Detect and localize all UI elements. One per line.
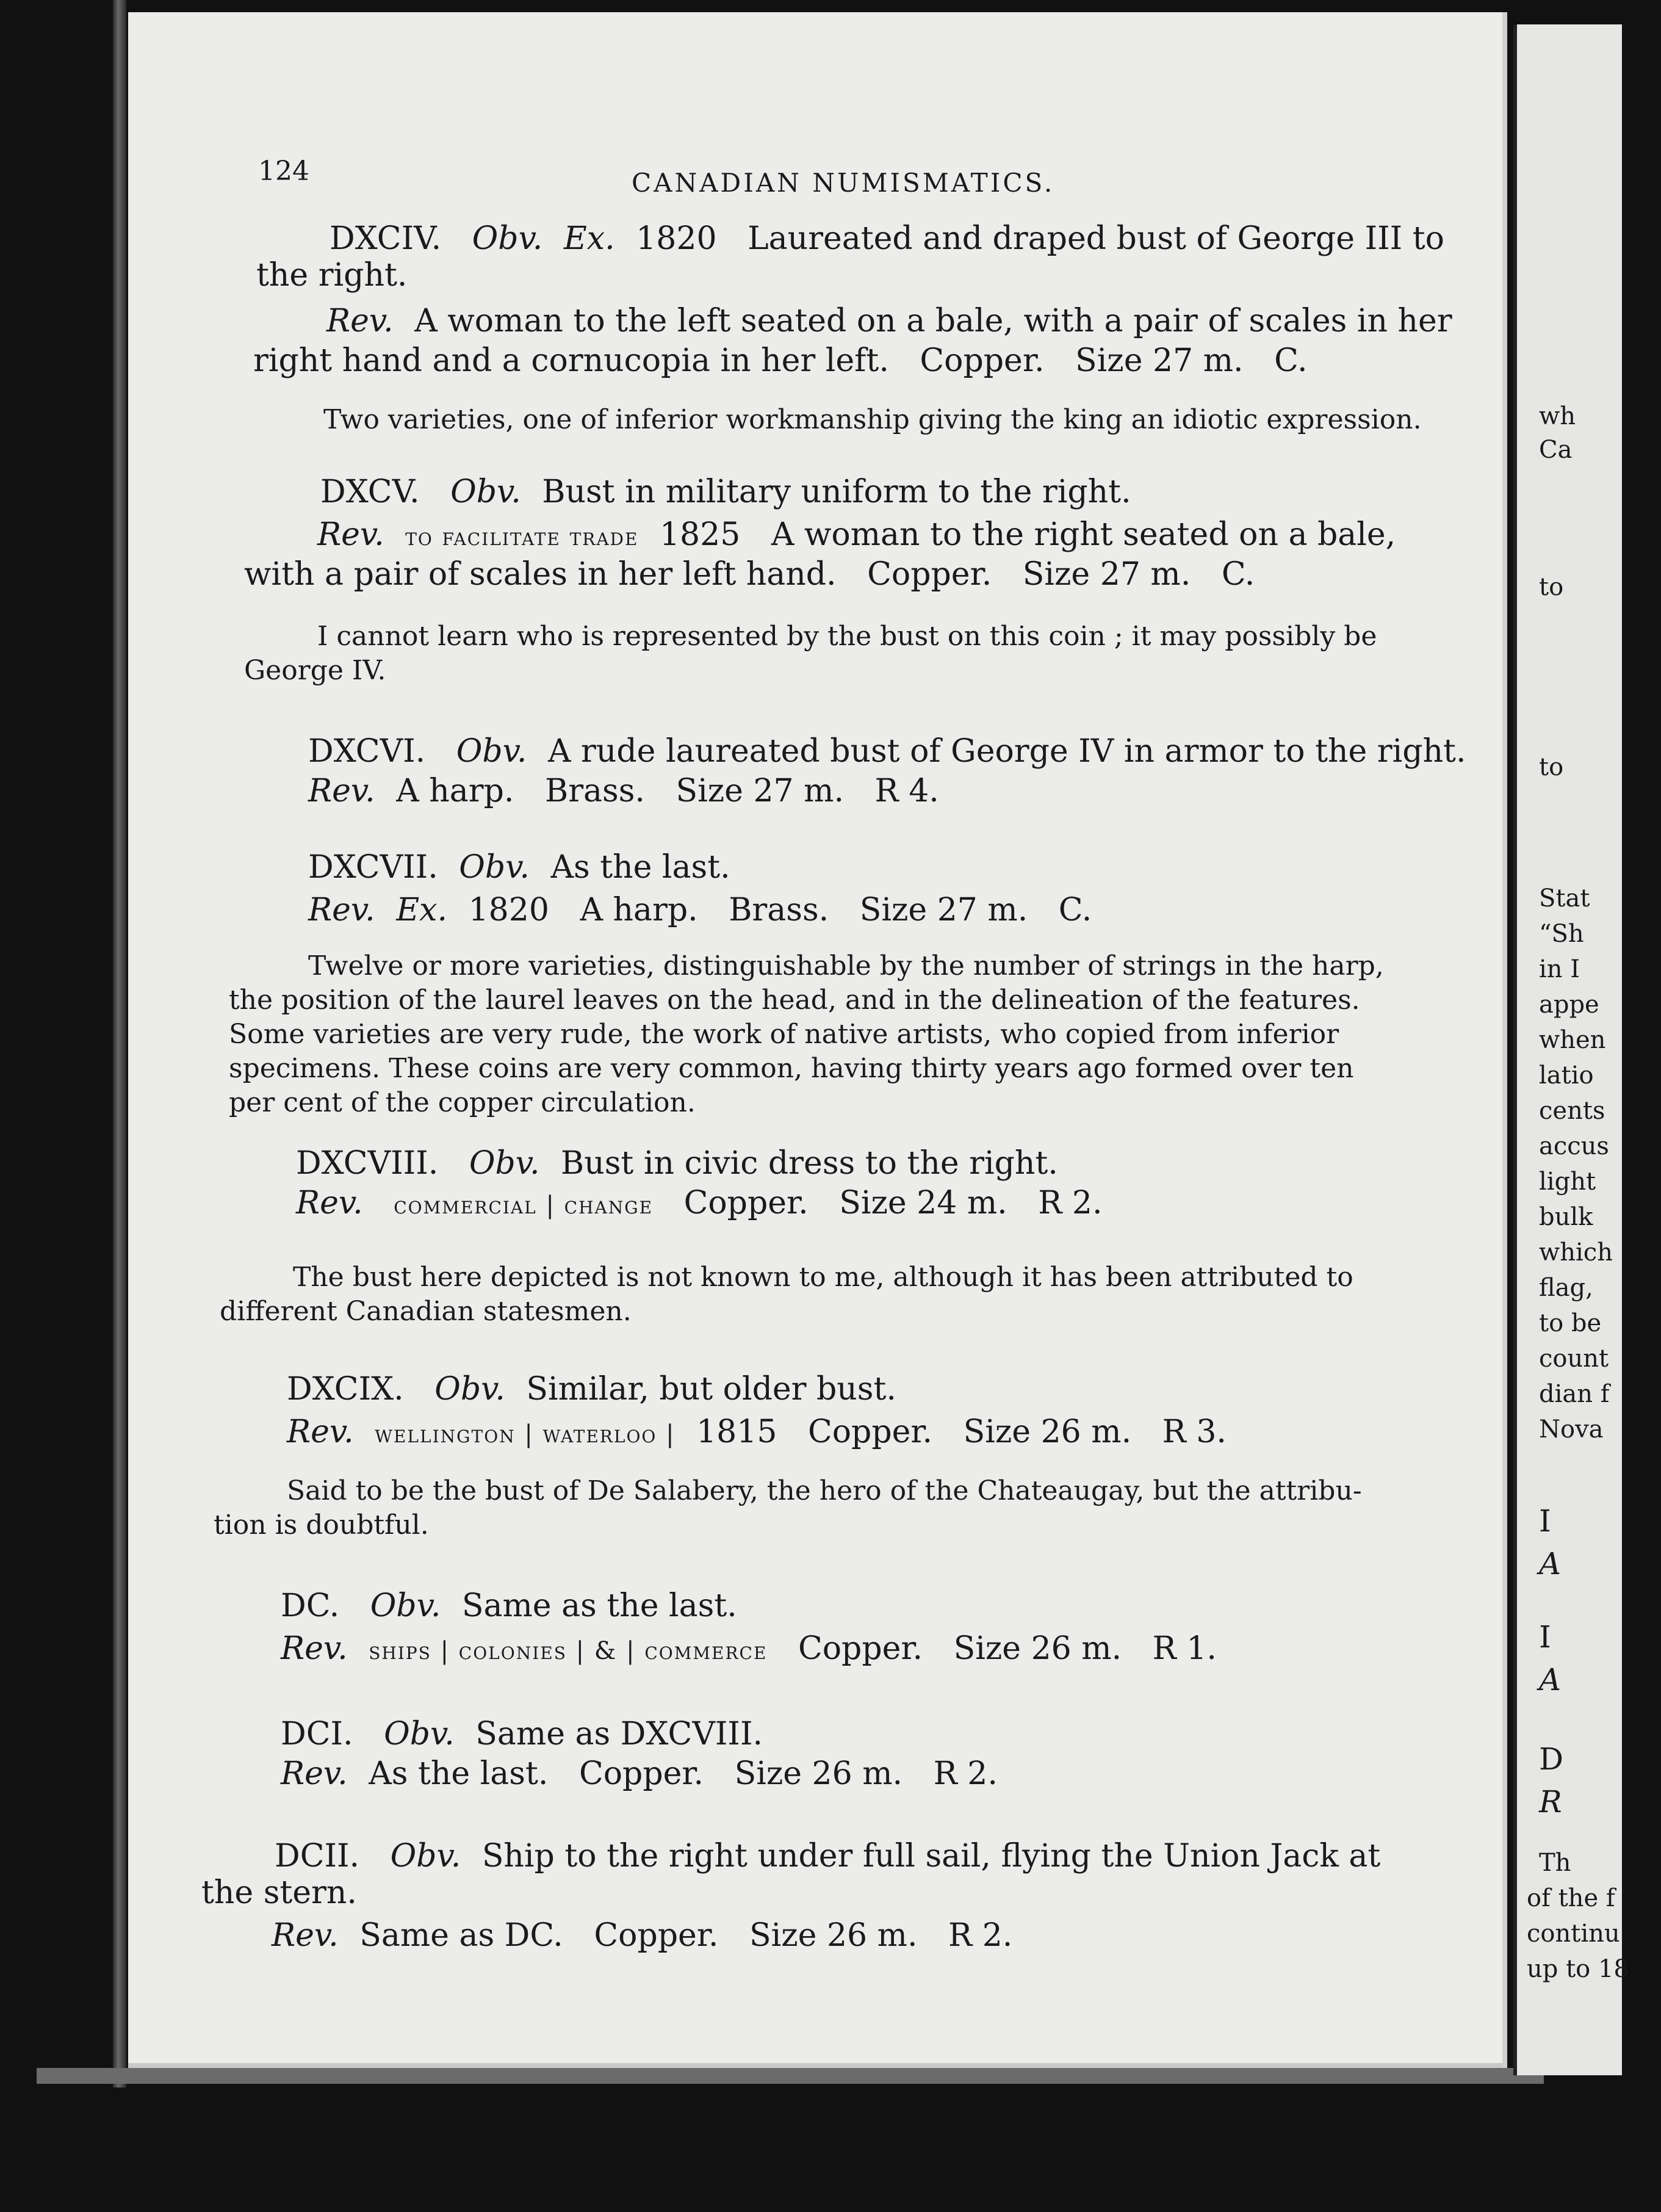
fragment-text: R [1539, 1784, 1562, 1820]
rarity: R 3. [1162, 1414, 1227, 1450]
page-bottom-edge [37, 2068, 1544, 2084]
rarity: C. [1221, 556, 1255, 593]
metal: Copper. [920, 342, 1045, 379]
entry-number: DXCVIII. [296, 1145, 439, 1182]
note-line: Two varieties, one of inferior workmanship giving the king an idiotic expression. [323, 404, 1422, 435]
obverse-continuation: the stern. [201, 1874, 357, 1911]
fragment-text: count [1539, 1345, 1609, 1373]
entry-dcii-reverse [272, 1917, 1012, 1954]
entry-dxcv-reverse-cont [244, 555, 1255, 593]
obverse-label: Obv. [456, 733, 527, 770]
entry-dci-reverse [281, 1755, 998, 1793]
exergue-label: Ex. [563, 220, 615, 257]
note-line: I cannot learn who is represented by the bust on this coin ; it may possibly be [317, 621, 1377, 652]
reverse-text: A woman to the right seated on a bale, [771, 516, 1396, 553]
note-dxciv [323, 403, 1422, 437]
note-line: tion is doubtful. [214, 1509, 429, 1541]
fragment-text: D [1539, 1741, 1564, 1777]
reverse-label: Rev. [317, 516, 384, 553]
size: Size 26 m. [953, 1630, 1122, 1667]
reverse-legend: ships | colonies | & | commerce [369, 1637, 768, 1665]
entry-dxcviii-reverse [296, 1184, 1103, 1224]
exergue-label: Ex. [396, 892, 448, 928]
obverse-text: Bust in military uniform to the right. [542, 474, 1131, 510]
reverse-label: Rev. [272, 1917, 339, 1954]
fragment-text: continu [1527, 1920, 1620, 1948]
reverse-continuation: right hand and a cornucopia in her left. [253, 342, 889, 379]
entry-dxcvi-reverse [308, 772, 939, 810]
metal: Copper. [798, 1630, 923, 1667]
fragment-text: dian f [1539, 1380, 1610, 1408]
note-line: Said to be the bust of De Salabery, the hero of the Chateaugay, but the attribu- [287, 1475, 1362, 1506]
reverse-label: Rev. [326, 303, 394, 339]
fragment-text: light [1539, 1168, 1596, 1196]
obverse-label: Obv. [450, 474, 521, 510]
obverse-label: Obv. [384, 1716, 455, 1752]
entry-dxcviii-obverse [296, 1144, 1058, 1182]
obverse-text: Bust in civic dress to the right. [561, 1145, 1058, 1182]
note-line: Twelve or more varieties, distinguishable by the number of strings in the harp, [308, 950, 1384, 981]
metal: Brass. [729, 892, 829, 928]
page-number: 124 [258, 156, 309, 187]
entry-dc-obverse [281, 1587, 737, 1625]
metal: Copper. [867, 556, 992, 593]
rarity: R 2. [933, 1755, 998, 1792]
obverse-label: Obv. [469, 1145, 540, 1182]
obverse-text: Same as DXCVIII. [475, 1716, 763, 1752]
entry-dcii-obverse [275, 1837, 1380, 1875]
size: Size 27 m. [1022, 556, 1191, 593]
entry-dxcvii-reverse [308, 891, 1092, 929]
entry-dxcv-reverse [317, 516, 1396, 556]
entry-dxciv-reverse-cont [253, 342, 1308, 380]
reverse-legend: wellington | waterloo | [375, 1420, 676, 1448]
exergue-date: 1820 [636, 220, 717, 257]
note-dxcv [244, 620, 1403, 688]
entry-dci-obverse [281, 1715, 763, 1753]
reverse-date: 1825 [659, 516, 741, 553]
rarity: R 2. [1038, 1185, 1103, 1221]
reverse-continuation: with a pair of scales in her left hand. [244, 556, 837, 593]
fragment-text: flag, [1539, 1274, 1593, 1302]
entry-number: DCII. [275, 1838, 360, 1874]
reverse-label: Rev. [287, 1414, 354, 1450]
reverse-label: Rev. [296, 1185, 363, 1221]
note-line: George IV. [244, 655, 386, 686]
fragment-text: Stat [1539, 884, 1590, 913]
reverse-text: As the last. [369, 1755, 549, 1792]
entry-number: DXCVII. [308, 849, 438, 886]
obverse-text: Ship to the right under full sail, flying the Union Jack at [481, 1838, 1381, 1874]
entry-dxciv-obverse [330, 220, 1444, 258]
metal: Copper. [578, 1755, 704, 1792]
size: Size 26 m. [734, 1755, 903, 1792]
entry-dxcvi-obverse [308, 732, 1466, 770]
reverse-text: A harp. [580, 892, 698, 928]
size: Size 27 m. [676, 773, 844, 809]
fragment-text: Nova [1539, 1415, 1604, 1444]
entry-number: DXCVI. [308, 733, 426, 770]
note-line: different Canadian statesmen. [220, 1296, 632, 1327]
fragment-text: Th [1539, 1849, 1571, 1877]
fragment-text: appe [1539, 991, 1599, 1019]
metal: Copper. [594, 1917, 719, 1954]
obverse-label: Obv. [390, 1838, 461, 1874]
reverse-label: Rev. [281, 1630, 348, 1667]
fragment-text: cents [1539, 1097, 1605, 1125]
rarity: C. [1274, 342, 1308, 379]
obverse-text: Similar, but older bust. [526, 1371, 896, 1408]
metal: Brass. [544, 773, 645, 809]
entry-number: DXCV. [320, 474, 420, 510]
entry-number: DC. [281, 1588, 340, 1624]
rarity: R 2. [948, 1917, 1013, 1954]
entry-dxcix-obverse [287, 1370, 896, 1408]
fragment-text: to [1539, 753, 1564, 781]
fragment-text: wh [1539, 402, 1576, 430]
rarity: C. [1058, 892, 1092, 928]
fragment-text: in I [1539, 955, 1580, 983]
entry-number: DXCIV. [330, 220, 442, 257]
fragment-text: when [1539, 1026, 1606, 1054]
reverse-text: Same as DC. [359, 1917, 563, 1954]
obverse-label: Obv. [370, 1588, 441, 1624]
entry-number: DXCIX. [287, 1371, 404, 1408]
fragment-text: to [1539, 573, 1564, 601]
rarity: R 1. [1152, 1630, 1217, 1667]
note-line: per cent of the copper circulation. [229, 1087, 696, 1118]
reverse-label: Rev. [281, 1755, 348, 1792]
note-dxcvii [229, 949, 1400, 1120]
reverse-label: Rev. [308, 773, 375, 809]
size: Size 27 m. [859, 892, 1028, 928]
entry-dxciv-reverse [326, 302, 1452, 340]
reverse-legend: to facilitate trade [405, 523, 639, 551]
fragment-text: up to 18 [1527, 1955, 1629, 1983]
running-head: CANADIAN NUMISMATICS. [632, 168, 1055, 198]
obverse-text: Same as the last. [461, 1588, 737, 1624]
obverse-text: A rude laureated bust of George IV in armor to the right. [547, 733, 1466, 770]
reverse-date: 1820 [468, 892, 549, 928]
fragment-text: A [1539, 1662, 1562, 1697]
obverse-continuation: the right. [256, 257, 408, 294]
fragment-text: I [1539, 1503, 1551, 1539]
entry-dxcix-reverse [287, 1413, 1227, 1453]
rarity: R 4. [874, 773, 939, 809]
reverse-text: A harp. [396, 773, 514, 809]
fragment-text: which [1539, 1238, 1613, 1267]
reverse-text: A woman to the left seated on a bale, with a pair of scales in her [414, 303, 1452, 339]
note-line: the position of the laurel leaves on the head, and in the delineation of the features. [229, 985, 1360, 1016]
size: Size 24 m. [839, 1185, 1007, 1221]
size: Size 26 m. [749, 1917, 918, 1954]
note-line: The bust here depicted is not known to me, although it has been attributed to [293, 1262, 1353, 1293]
entry-dc-reverse [281, 1630, 1217, 1670]
obverse-label: Obv. [434, 1371, 505, 1408]
obverse-text: Laureated and draped bust of George III to [748, 220, 1444, 257]
note-dxcviii [220, 1260, 1391, 1329]
entry-dxcv-obverse [320, 473, 1131, 511]
reverse-date: 1815 [696, 1414, 777, 1450]
fragment-text: accus [1539, 1132, 1609, 1160]
fragment-text: latio [1539, 1061, 1594, 1090]
fragment-text: bulk [1539, 1203, 1593, 1231]
facing-page-fragment [1513, 24, 1629, 2075]
entry-number: DCI. [281, 1716, 353, 1752]
metal: Copper. [683, 1185, 809, 1221]
note-line: specimens. These coins are very common, having thirty years ago formed over ten [229, 1053, 1354, 1084]
size: Size 27 m. [1075, 342, 1244, 379]
fragment-text: Ca [1539, 436, 1573, 464]
obverse-label: Obv. [472, 220, 543, 257]
reverse-label: Rev. [308, 892, 375, 928]
size: Size 26 m. [963, 1414, 1132, 1450]
fragment-text: A [1539, 1546, 1562, 1581]
fragment-text: I [1539, 1619, 1551, 1655]
page-binding-edge [113, 0, 126, 2087]
note-line: Some varieties are very rude, the work of native artists, who copied from inferior [229, 1019, 1339, 1050]
fragment-text: to be [1539, 1309, 1602, 1337]
obverse-text: As the last. [550, 849, 730, 886]
fragment-text: of the f [1527, 1884, 1615, 1912]
entry-dxcvii-obverse [308, 848, 730, 886]
reverse-legend: commercial | change [394, 1191, 654, 1220]
note-dxcix [214, 1474, 1397, 1542]
metal: Copper. [807, 1414, 933, 1450]
fragment-text: “Sh [1539, 920, 1584, 948]
obverse-label: Obv. [459, 849, 530, 886]
